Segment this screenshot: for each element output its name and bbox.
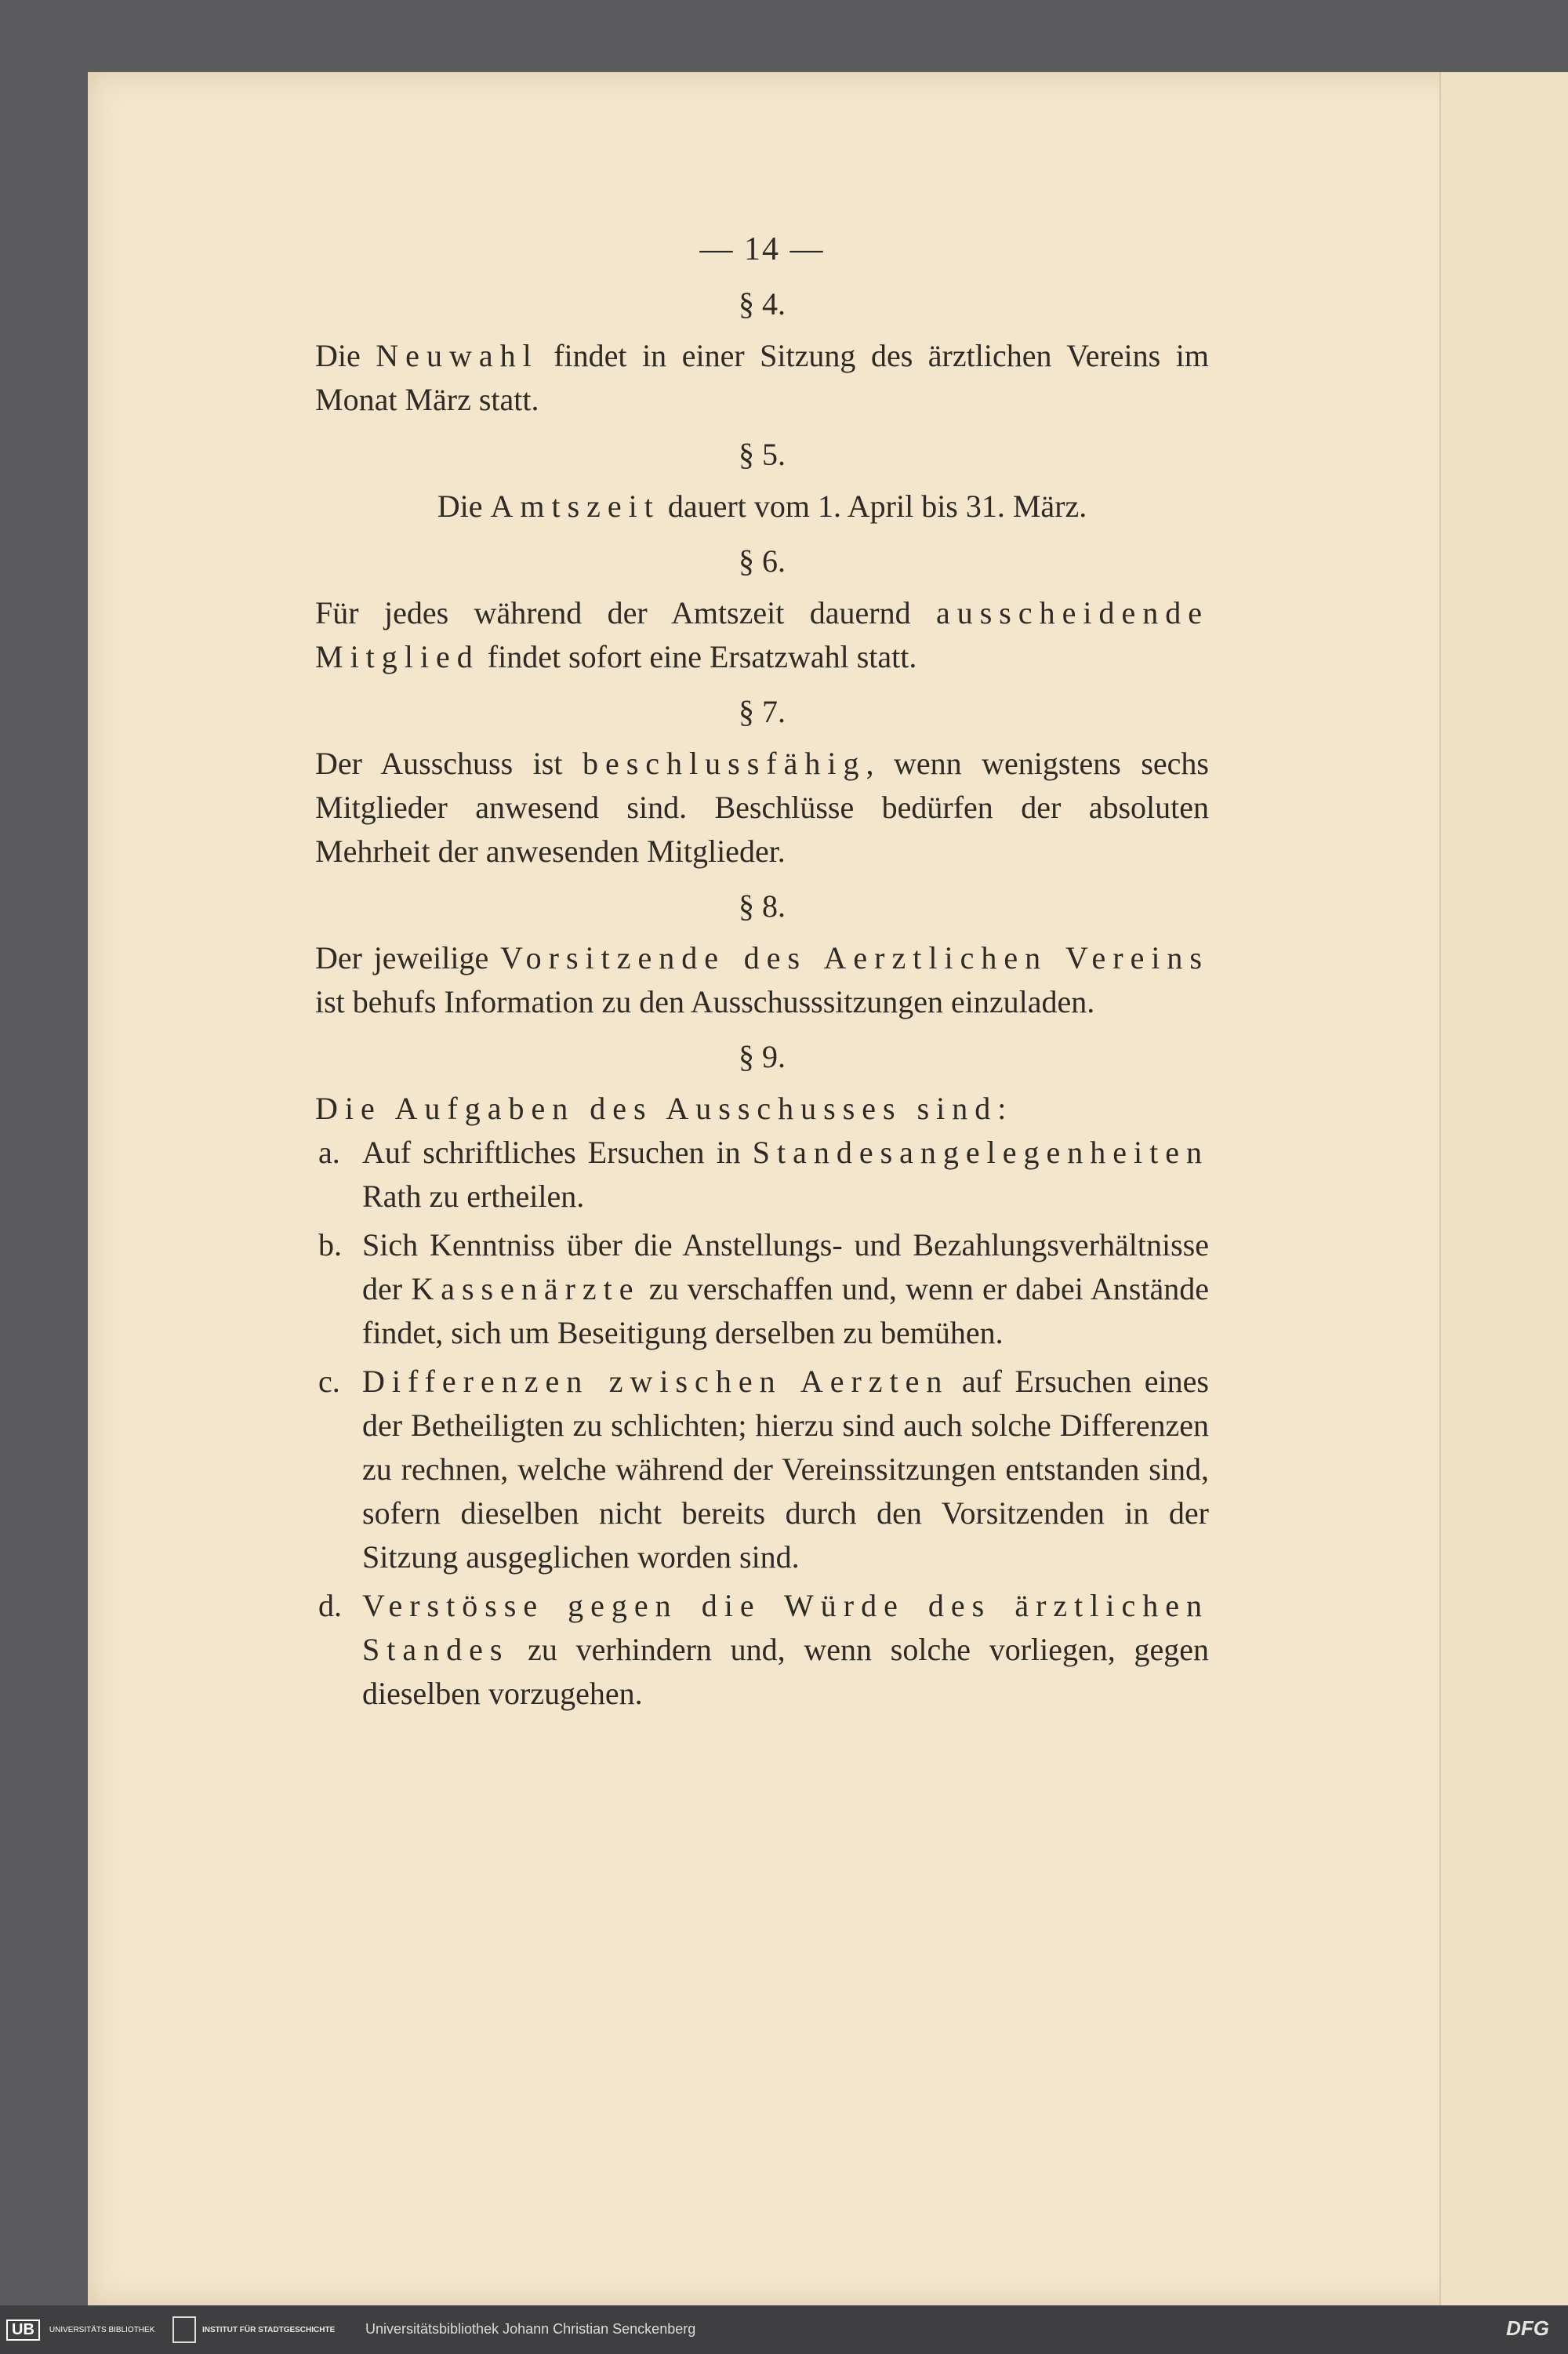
list-item-text: Verstösse gegen die Würde des ärztlichen Standes zu verhindern und, wenn solche vorliegen, gegen dieselben vorzugehen.	[362, 1588, 1209, 1711]
isg-logo[interactable]	[172, 2316, 335, 2343]
section-heading-7: § 7.	[739, 694, 786, 729]
section-4-text: Die Neuwahl findet in einer Sitzung des ärztlichen Vereins im Monat März statt.	[315, 338, 1209, 417]
section-heading-5: § 5.	[739, 437, 786, 472]
dfg-logo[interactable]: DFG	[1506, 2316, 1549, 2340]
section-7-text: Der Ausschuss ist beschlussfähig, wenn wenigstens sechs Mitglieder anwesend sind. Beschlüsse bedürfen der absoluten Mehrheit der anwesenden Mitglieder.	[315, 746, 1209, 869]
list-item	[315, 1584, 1209, 1716]
list-item-text: Differenzen zwischen Aerzten auf Ersuchen eines der Betheiligten zu schlichten; hierzu sind auch solche Differenzen zu rechnen, welche während der Vereinssitzungen entstanden sind, sofern dieselben nicht bereits durch den Vorsitzenden in der Sitzung ausgeglichen worden sind.	[362, 1364, 1209, 1575]
section-8-text: Der jeweilige Vorsitzende des Aerztlichen Vereins ist behufs Information zu den Ausschusssitzungen einzuladen.	[315, 940, 1210, 1019]
list-item	[315, 1223, 1209, 1355]
list-item-text: Auf schriftliches Ersuchen in Standesangelegenheiten Rath zu ertheilen.	[362, 1135, 1209, 1214]
library-name: Universitätsbibliothek Johann Christian Senckenberg	[365, 2321, 696, 2337]
next-page-edge	[1439, 72, 1568, 2305]
list-item	[315, 1360, 1209, 1579]
list-item-label: a.	[318, 1135, 340, 1170]
isg-logo-icon	[172, 2316, 196, 2343]
viewer-footer	[0, 2305, 1568, 2354]
ub-logo-text: UNIVERSITÄTS BIBLIOTHEK	[49, 2325, 155, 2334]
section-heading-8: § 8.	[739, 888, 786, 924]
section-5-text: Die Amtszeit dauert vom 1. April bis 31. März.	[437, 489, 1087, 524]
isg-logo-text: INSTITUT FÜR STADTGESCHICHTE	[202, 2325, 336, 2334]
list-item-text: Sich Kenntniss über die Anstellungs- und Bezahlungsverhältnisse der Kassenärzte zu verschaffen und, wenn er dabei Anstände findet, sich um Beseitigung derselben zu bemühen.	[362, 1227, 1209, 1350]
section-6-text: Für jedes während der Amtszeit dauernd ausscheidende Mitglied findet sofort eine Ersatzwahl statt.	[315, 595, 1209, 674]
list-item-label: d.	[318, 1588, 342, 1623]
ub-logo[interactable]	[6, 2316, 154, 2343]
duties-list	[315, 1131, 1209, 1716]
section-heading-4: § 4.	[739, 286, 786, 321]
ub-logo-mark: UB	[6, 2319, 40, 2341]
section-9-intro: Die Aufgaben des Ausschusses sind:	[315, 1091, 1014, 1126]
section-heading-6: § 6.	[739, 543, 786, 579]
list-item-label: b.	[318, 1227, 342, 1262]
page-text	[315, 227, 1209, 1720]
list-item-label: c.	[318, 1364, 340, 1399]
list-item	[315, 1131, 1209, 1219]
page-number: — 14 —	[699, 231, 825, 267]
section-heading-9: § 9.	[739, 1039, 786, 1074]
